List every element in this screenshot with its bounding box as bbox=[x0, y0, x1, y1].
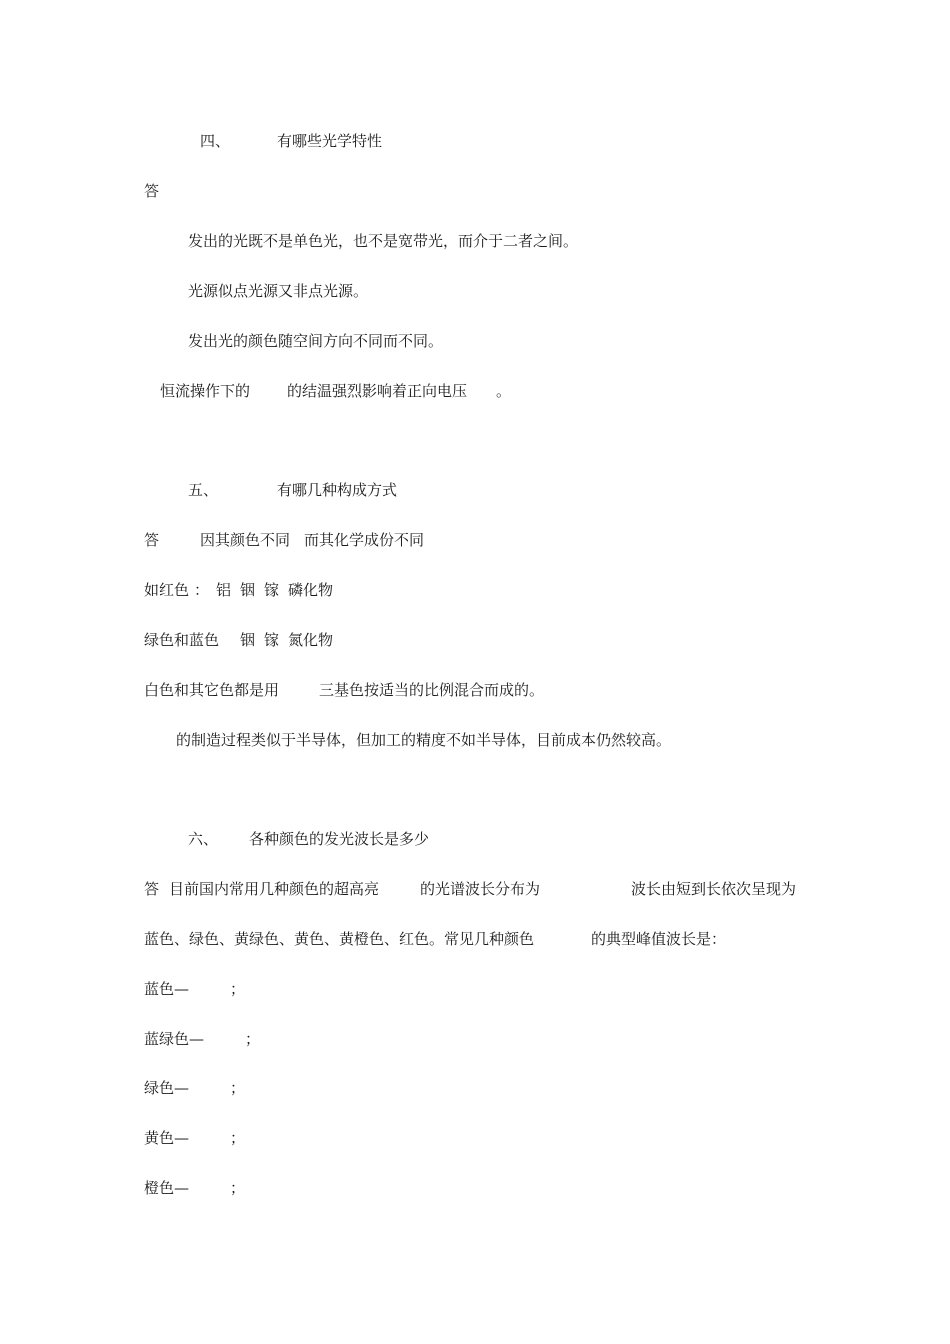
wavelength-item-label: 蓝色— bbox=[144, 980, 190, 998]
wavelength-item-separator: ； bbox=[230, 980, 246, 998]
wavelength-item-separator: ； bbox=[230, 1129, 246, 1147]
wavelength-item-separator: ； bbox=[230, 1179, 246, 1197]
wavelength-item-label: 黄色— bbox=[144, 1129, 190, 1147]
section4-answer-label: 答 bbox=[144, 182, 160, 200]
section4-number: 四、 bbox=[200, 132, 231, 150]
red-material-3: 镓 bbox=[264, 581, 280, 599]
green-blue-label: 绿色和蓝色 bbox=[144, 631, 220, 649]
section6-answer-2-part-a: 蓝色、绿色、黄绿色、黄色、黄橙色、红色。常见几种颜色 bbox=[144, 930, 535, 948]
wavelength-item-separator: ； bbox=[245, 1030, 261, 1048]
section6-answer-1-part-c: 波长由短到长依次呈现为 bbox=[631, 880, 797, 898]
section5-title: 有哪几种构成方式 bbox=[277, 481, 398, 499]
section5-process-line: 的制造过程类似于半导体，但加工的精度不如半导体，目前成本仍然较高。 bbox=[176, 731, 672, 749]
green-blue-material-2: 镓 bbox=[264, 631, 280, 649]
section5-answer-part-b: 而其化学成份不同 bbox=[304, 531, 425, 549]
section6-title: 各种颜色的发光波长是多少 bbox=[249, 830, 430, 848]
red-separator: ： bbox=[194, 581, 210, 599]
section5-number: 五、 bbox=[188, 481, 219, 499]
wavelength-item-label: 橙色— bbox=[144, 1179, 190, 1197]
green-blue-material-3: 氮化物 bbox=[288, 631, 334, 649]
section4-point-1: 发出的光既不是单色光，也不是宽带光，而介于二者之间。 bbox=[188, 232, 579, 250]
wavelength-item-separator: ； bbox=[230, 1079, 246, 1097]
section4-point-4-part-c: 。 bbox=[496, 382, 512, 400]
section5-answer-label: 答 bbox=[144, 531, 160, 549]
section6-answer-label: 答 bbox=[144, 880, 160, 898]
section4-point-4-part-a: 恒流操作下的 bbox=[160, 382, 251, 400]
white-line-part-b: 三基色按适当的比例混合而成的。 bbox=[319, 681, 545, 699]
section6-answer-2-part-b: 的典型峰值波长是： bbox=[591, 930, 727, 948]
wavelength-item-label: 蓝绿色— bbox=[144, 1030, 205, 1048]
section5-answer-part-a: 因其颜色不同 bbox=[200, 531, 291, 549]
section6-answer-1-part-b: 的光谱波长分布为 bbox=[420, 880, 541, 898]
red-material-1: 铝 bbox=[216, 581, 232, 599]
wavelength-item-label: 绿色— bbox=[144, 1079, 190, 1097]
red-material-4: 磷化物 bbox=[288, 581, 334, 599]
red-label: 如红色 bbox=[144, 581, 190, 599]
section4-point-2: 光源似点光源又非点光源。 bbox=[188, 282, 369, 300]
section6-answer-1-part-a: 目前国内常用几种颜色的超高亮 bbox=[169, 880, 380, 898]
section6-number: 六、 bbox=[188, 830, 219, 848]
section4-title: 有哪些光学特性 bbox=[277, 132, 383, 150]
white-line-part-a: 白色和其它色都是用 bbox=[144, 681, 280, 699]
red-material-2: 铟 bbox=[240, 581, 256, 599]
section4-point-3: 发出光的颜色随空间方向不同而不同。 bbox=[188, 332, 444, 350]
green-blue-material-1: 铟 bbox=[240, 631, 256, 649]
section4-point-4-part-b: 的结温强烈影响着正向电压 bbox=[287, 382, 468, 400]
